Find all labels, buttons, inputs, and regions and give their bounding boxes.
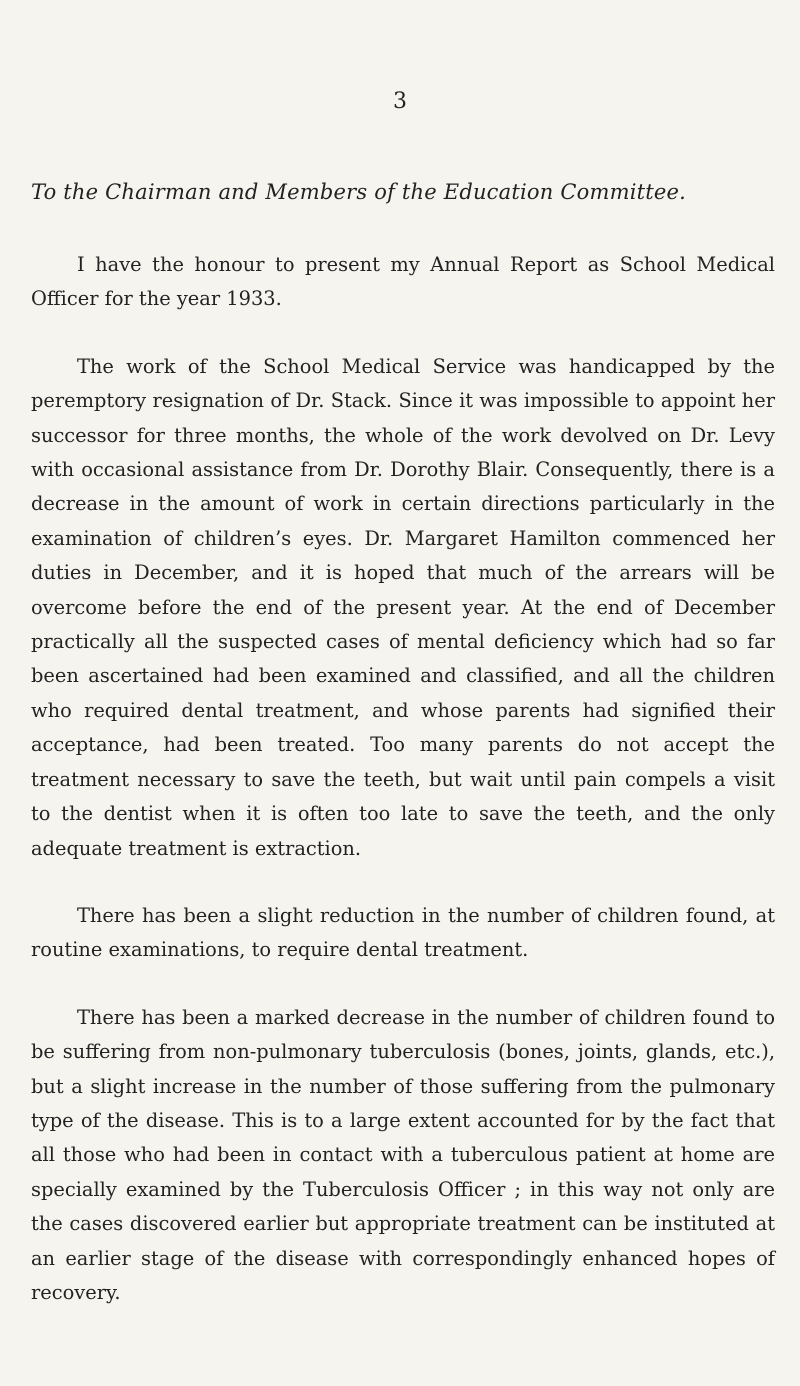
paragraph-introduction: I have the honour to present my Annual Report as School Medical Officer for the year 1933. bbox=[31, 253, 775, 311]
paragraph-dental-reduction: There has been a slight reduction in the number of children found, at routine examinations, to require dental treatment. bbox=[31, 903, 775, 962]
paragraph-tuberculosis: There has been a marked decrease in the number of children found to be suffering from non-pulmonary tuberculosis (bones, joints, glands, etc.), but a slight increase in the number of those suffering from the pulmonary type of the disease. This is to a large extent accounted for by the fact that all those who had been in contact with a tuberculous patient at home are specially examined by the Tuberculosis Officer ; in this way not only are the cases discovered earlier but appropriate treatment can be instituted at an earlier stage of the disease with correspondingly enhanced hopes of recovery. bbox=[31, 1005, 775, 1304]
salutation-heading: To the Chairman and Members of the Education Committee. bbox=[31, 180, 687, 204]
report-body bbox=[31, 248, 775, 1310]
page-number: 3 bbox=[393, 89, 407, 114]
paragraph-staffing-and-work: The work of the School Medical Service was handicapped by the peremptory resignation of Dr. Stack. Since it was impossible to appoint her successor for three months, the whole of the work devolved on Dr. Levy with occasional assistance from Dr. Dorothy Blair. Consequently, there is a decrease in the amount of work in certain directions particularly in the examination of children’s eyes. Dr. Margaret Hamilton commenced her duties in December, and it is hoped that much of the arrears will be overcome before the end of the present year. At the end of December practically all the suspected cases of mental deficiency which had so far been ascertained had been examined and classified, and all the children who required dental treatment, and whose parents had signified their acceptance, had been treated. Too many parents do not accept the treatment necessary to save the teeth, but wait until pain compels a visit to the dentist when it is often too late to save the teeth, and the only adequate treatment is extraction. bbox=[31, 354, 775, 860]
